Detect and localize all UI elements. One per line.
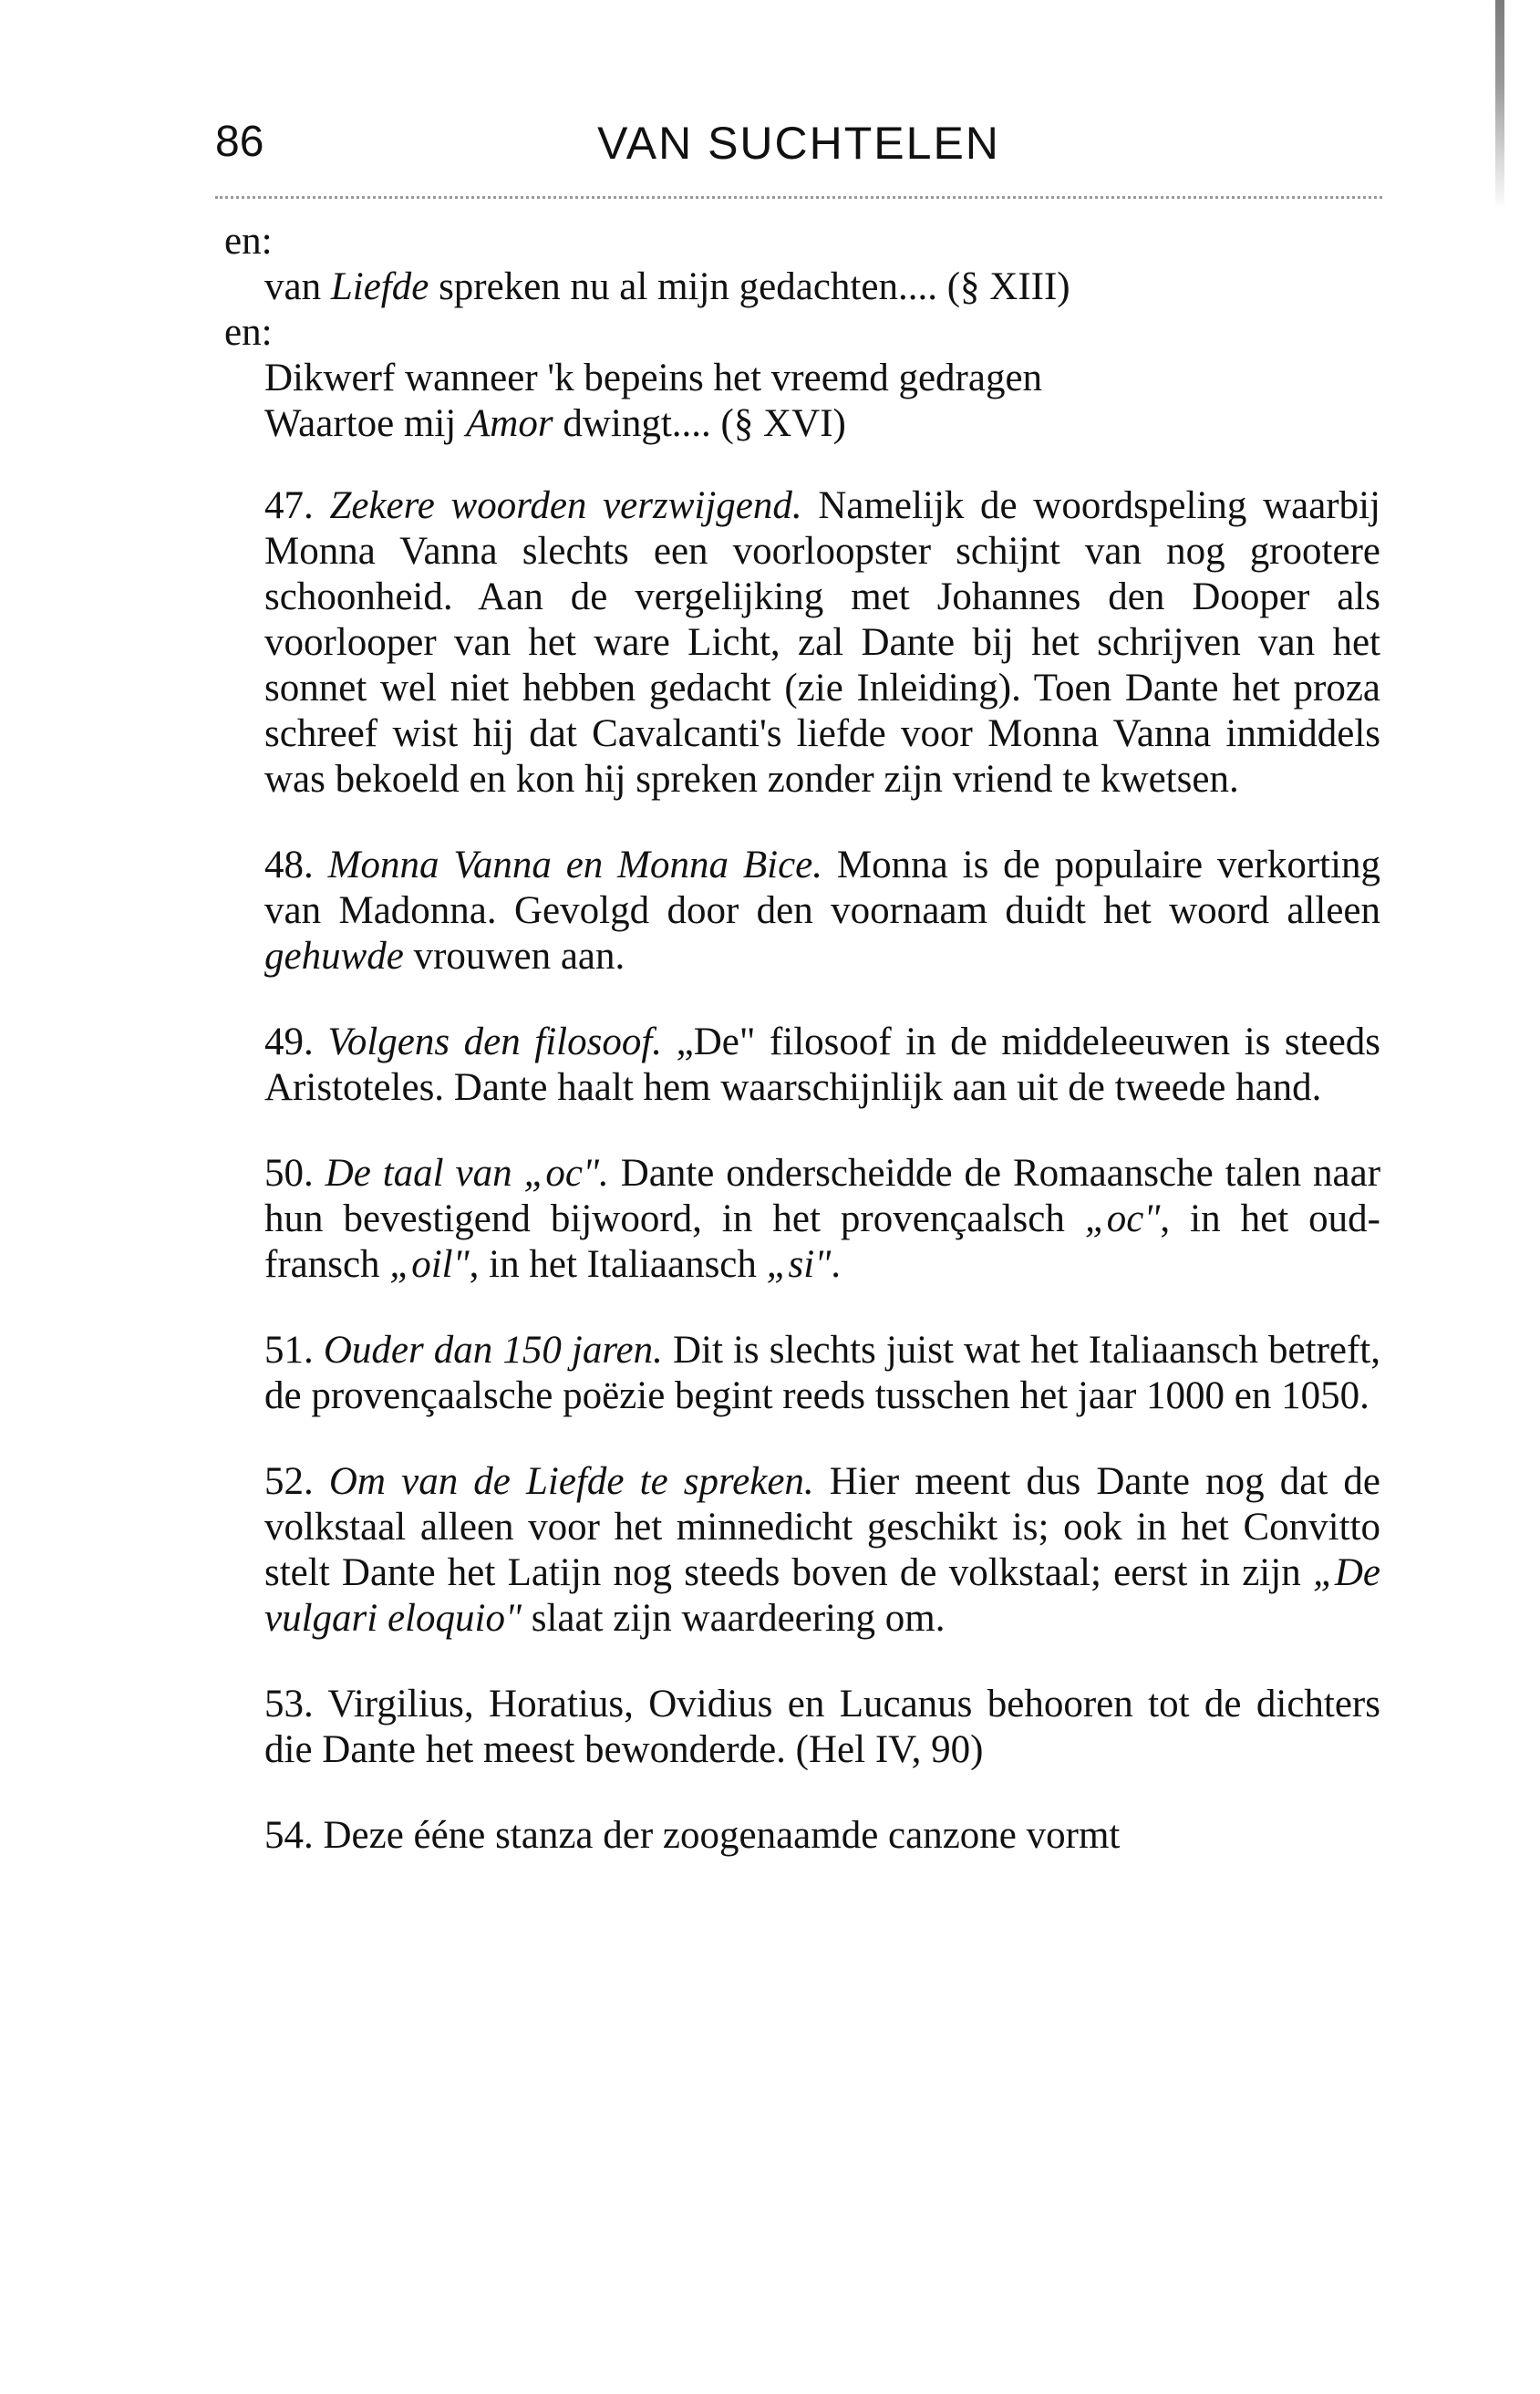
note-47: 47. Zekere woorden verzwijgend. Namelijk de woordspeling waarbij Monna Vanna slechts een voorloopster schijnt van nog grootere schoonheid. Aan de vergelijking met Johannes den Dooper als voorlooper van het ware Licht, zal Dante bij het schrijven van het sonnet wel niet hebben gedacht (zie Inleiding). Toen Dante het proza schreef wist hij dat Cavalcanti's liefde voor Monna Vanna inmiddels was bekoeld en kon hij spreken zonder zijn vriend te kwetsen. xyxy=(264,484,1381,801)
intro-en-1: en: xyxy=(224,220,273,263)
body-text xyxy=(224,219,1380,1859)
page-header xyxy=(215,117,1382,171)
note-48: 48. Monna Vanna en Monna Bice. Monna is de populaire verkorting van Madonna. Gevolgd door den voornaam duidt het woord alleen gehuwde vrouwen aan. xyxy=(264,844,1381,978)
page-number: 86 xyxy=(215,118,264,166)
verse-1: van Liefde spreken nu al mijn gedachten.... (§ XIII) xyxy=(264,265,1070,308)
note-54: 54. Deze ééne stanza der zoogenaamde canzone vormt xyxy=(264,1814,1121,1857)
note-50: 50. De taal van „oc". Dante onderscheidde de Romaansche talen naar hun bevestigend bijwoord, in het provençaalsch „oc", in het oud-fransch „oil", in het Italiaansch „si". xyxy=(264,1152,1381,1286)
verse-2-line-1: Dikwerf wanneer 'k bepeins het vreemd gedragen xyxy=(264,357,1043,399)
note-52: 52. Om van de Liefde te spreken. Hier meent dus Dante nog dat de volkstaal alleen voor het minnedicht geschikt is; ook in het Convitto stelt Dante het Latijn nog steeds boven de volkstaal; eerst in zijn „De vulgari eloquio" slaat zijn waardeering om. xyxy=(264,1460,1381,1640)
intro-en-2: en: xyxy=(224,311,273,354)
header-rule xyxy=(215,196,1382,199)
running-head: VAN SUCHTELEN xyxy=(597,118,1000,169)
verse-2-line-2: Waartoe mij Amor dwingt.... (§ XVI) xyxy=(264,402,846,445)
note-53: 53. Virgilius, Horatius, Ovidius en Lucanus behooren tot de dichters die Dante het meest bewonderde. (Hel IV, 90) xyxy=(264,1683,1380,1771)
note-49: 49. Volgens den filosoof. „De" filosoof in de middeleeuwen is steeds Aristoteles. Dante haalt hem waarschijnlijk aan uit de tweede hand. xyxy=(264,1021,1381,1109)
note-51: 51. Ouder dan 150 jaren. Dit is slechts juist wat het Italiaansch betreft, de provençaalsche poëzie begint reeds tusschen het jaar 1000 en 1050. xyxy=(264,1329,1381,1417)
scan-edge xyxy=(1495,0,1504,210)
